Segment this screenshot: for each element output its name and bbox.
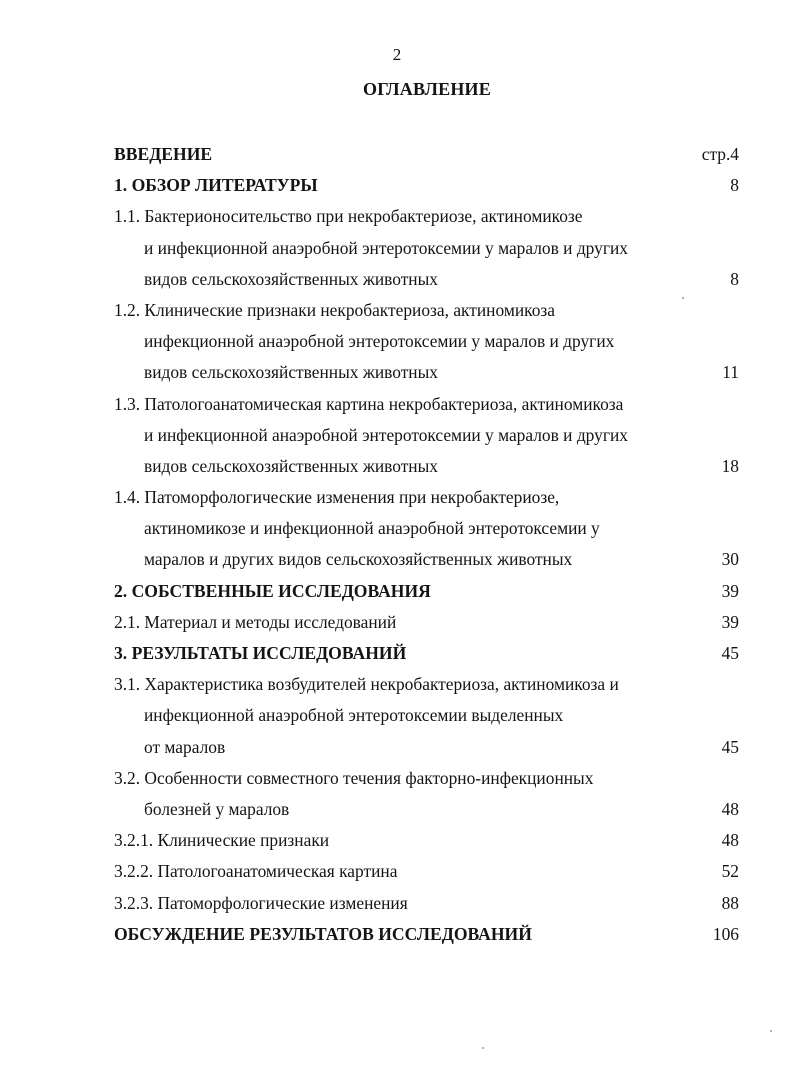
toc-entry-line: 3.2.2. Патологоанатомическая картина [114,861,398,882]
toc-entry-line: 1.3. Патологоанатомическая картина некробактериоза, актиномикоза [114,393,624,414]
toc-entry-line: 2.1. Материал и методы исследований [114,611,397,632]
toc-entry-line: и инфекционной анаэробной энтеротоксемии у маралов и других [144,237,628,258]
toc-entry [114,201,739,295]
toc-page-number: 48 [721,798,739,819]
toc-entry-line: инфекционной анаэробной энтеротоксемии у маралов и других [144,331,615,352]
toc-entry-line: видов сельскохозяйственных животных [144,362,438,383]
toc-entry-line: 3.2.1. Клинические признаки [114,830,330,851]
toc-page-number: 45 [721,643,739,663]
toc-entry [114,763,739,825]
toc-page-number: 52 [721,861,739,882]
toc-entry-line: 1. ОБЗОР ЛИТЕРАТУРЫ [114,175,318,196]
page-title: ОГЛАВЛЕНИЕ [363,79,491,99]
toc-entry-line: актиномикозе и инфекционной анаэробной энтеротоксемии у [144,518,600,539]
toc-entry-line: 3.2. Особенности совместного течения факторно-инфекционных [114,767,594,788]
toc-entry-line: от маралов [144,736,226,757]
toc-entry [114,389,739,483]
toc-entry-line: 3. РЕЗУЛЬТАТЫ ИССЛЕДОВАНИЙ [114,643,407,663]
toc-page-number: 30 [721,549,739,570]
toc-entry-line: видов сельскохозяйственных животных [144,268,438,289]
toc-entry-line: 1.4. Патоморфологические изменения при некробактериозе, [114,487,560,508]
toc-page-number: 8 [730,175,739,196]
toc-page-number: 48 [721,830,739,851]
toc-page-number: 11 [722,362,739,383]
toc-page-number: 45 [721,736,739,757]
toc-entry [114,856,739,887]
toc-entry-line: болезней у маралов [144,798,290,819]
toc-entry-line: маралов и других видов сельскохозяйственных животных [144,549,573,570]
toc-entry-line: ОБСУЖДЕНИЕ РЕЗУЛЬТАТОВ ИССЛЕДОВАНИЙ [114,923,532,944]
table-of-contents [114,139,739,950]
toc-entry-line: 1.2. Клинические признаки некробактериоза, актиномикоза [114,299,556,320]
page-number: 2 [392,45,402,64]
toc-entry-line: инфекционной анаэробной энтеротоксемии выделенных [144,705,564,726]
toc-entry [114,295,739,389]
toc-entry [114,576,739,607]
toc-entry-line: 1.1. Бактерионосительство при некробактериозе, актиномикозе [114,206,583,227]
toc-entry-line: 3.2.3. Патоморфологические изменения [114,892,408,913]
scan-speck [682,297,684,299]
toc-entry-line: 2. СОБСТВЕННЫЕ ИССЛЕДОВАНИЯ [114,580,431,601]
scan-speck [770,1030,772,1032]
toc-entry [114,170,739,201]
toc-entry-line: ВВЕДЕНИЕ [114,144,213,164]
toc-entry [114,888,739,919]
toc-entry-line: 3.1. Характеристика возбудителей некробактериоза, актиномикоза и [114,674,619,695]
toc-page-number: 106 [712,923,739,944]
toc-page-number: 39 [721,580,739,601]
scan-speck [482,1047,484,1049]
toc-entry [114,825,739,856]
toc-entry-line: и инфекционной анаэробной энтеротоксемии у маралов и других [144,424,628,445]
toc-page-number: 88 [721,892,739,913]
toc-entry [114,638,739,669]
toc-entry [114,139,739,170]
toc-entry [114,669,739,763]
toc-page-number: 39 [721,611,739,632]
toc-page-number: 18 [721,455,739,476]
toc-entry [114,607,739,638]
toc-page-number: стр.4 [701,144,739,164]
toc-entry [114,482,739,576]
toc-page-number: 8 [730,268,739,289]
toc-entry-line: видов сельскохозяйственных животных [144,455,438,476]
toc-entry [114,919,739,950]
